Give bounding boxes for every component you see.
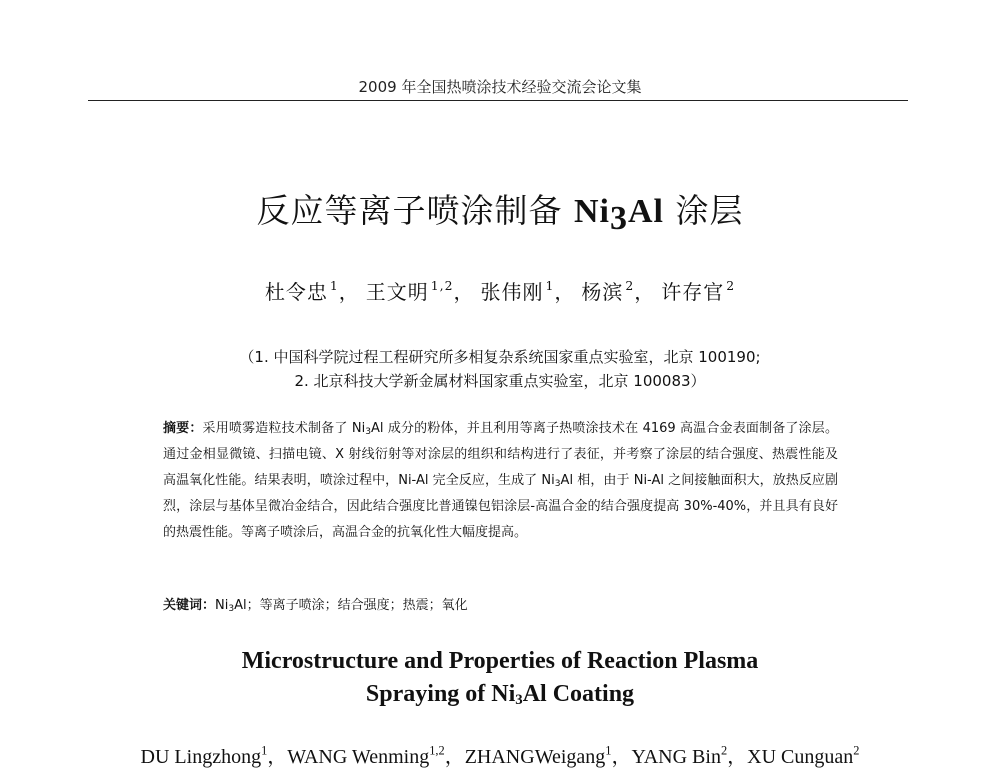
title-cn-ni: Ni bbox=[574, 193, 610, 230]
abstract bbox=[163, 416, 838, 546]
title-en-text: Al Coating bbox=[522, 681, 635, 707]
author-cn: 许存官 bbox=[661, 280, 725, 304]
title-en-subscript: 3 bbox=[515, 691, 523, 708]
abstract-text: Al 相，由于 Ni-Al 之间接触面积大，放热反应剧烈，涂层与基体呈微冶金结合，因此结合强度比普通镍包铝涂层-高温合金的结合强度提高 30%-40%，并且具有良好的热震性能。等离子喷涂后，高温合金的抗氧化性大幅度提高。 bbox=[163, 473, 838, 540]
authors-en bbox=[0, 740, 1000, 769]
author-separator: ， bbox=[453, 280, 475, 304]
author-en-affil: 1,2 bbox=[429, 743, 445, 758]
author-separator: ， bbox=[611, 746, 632, 768]
author-separator: ， bbox=[554, 280, 576, 304]
affiliation-line-2: 2. 北京科技大学新金属材料国家重点实验室，北京 100083） bbox=[294, 372, 706, 390]
affiliation-line-1: （1. 中国科学院过程工程研究所多相复杂系统国家重点实验室，北京 100190; bbox=[239, 348, 761, 366]
title-cn-al: Al bbox=[628, 193, 664, 230]
keywords-subscript: 3 bbox=[228, 603, 235, 614]
abstract-label: 摘要： bbox=[163, 421, 203, 436]
title-cn-part2: 涂层 bbox=[664, 191, 744, 230]
abstract-subscript: 3 bbox=[554, 478, 561, 489]
abstract-text: 采用喷雾造粒技术制备了 Ni bbox=[202, 421, 366, 436]
author-en: DU Lingzhong bbox=[140, 746, 262, 768]
author-separator: ， bbox=[634, 280, 656, 304]
author-en-affil: 1 bbox=[605, 743, 612, 758]
keywords-text: Al；等离子喷涂；结合强度；热震；氧化 bbox=[234, 598, 468, 613]
author-en-affil: 1 bbox=[261, 743, 268, 758]
title-cn-part1: 反应等离子喷涂制备 bbox=[256, 191, 574, 230]
author-cn: 张伟刚 bbox=[480, 280, 544, 304]
author-cn-affil: 2 bbox=[625, 278, 635, 294]
author-en: YANG Bin bbox=[631, 746, 721, 768]
author-en: WANG Wenming bbox=[287, 746, 430, 768]
header-divider bbox=[88, 100, 908, 101]
author-en-affil: 2 bbox=[720, 743, 728, 758]
proceedings-header: 2009 年全国热喷涂技术经验交流会论文集 bbox=[358, 78, 642, 96]
author-separator: ， bbox=[267, 746, 288, 768]
authors-cn bbox=[0, 276, 1000, 305]
author-separator: ， bbox=[338, 280, 360, 304]
author-cn: 杜令忠 bbox=[264, 280, 328, 304]
author-en-affil: 2 bbox=[853, 743, 860, 758]
title-cn-subscript: 3 bbox=[610, 199, 628, 237]
author-cn-affil: 1,2 bbox=[430, 278, 454, 294]
paper-title-en-line-2 bbox=[0, 681, 1000, 708]
author-en: XU Cunguan bbox=[747, 746, 854, 768]
author-cn: 杨滨 bbox=[581, 280, 624, 304]
abstract-subscript: 3 bbox=[365, 426, 371, 437]
paper-title-en-line-1: Microstructure and Properties of Reaction Plasma bbox=[241, 648, 759, 674]
keywords bbox=[163, 594, 838, 613]
keywords-text: Ni bbox=[215, 598, 229, 613]
author-cn-affil: 2 bbox=[726, 278, 736, 294]
author-separator: ， bbox=[727, 746, 748, 768]
paper-title-cn bbox=[0, 185, 1000, 237]
author-cn-affil: 1 bbox=[545, 278, 555, 294]
author-separator: ， bbox=[444, 746, 465, 768]
author-en: ZHANGWeigang bbox=[464, 746, 606, 768]
abstract-text: Al 成分的粉体，并且利用等离子热喷涂技术在 4169 高温合金表面制备了涂层。通过金相显微镜、扫描电镜、X 射线衍射等对涂层的组织和结构进行了表征，并考察了涂层的结合强度、热震性能及高温氧化性能。结果表明，喷涂过程中，Ni-Al 完全反应，生成了 Ni bbox=[163, 421, 838, 488]
author-cn-affil: 1 bbox=[329, 278, 339, 294]
keywords-label: 关键词： bbox=[163, 598, 216, 613]
title-en-text: Spraying of Ni bbox=[365, 681, 516, 707]
author-cn: 王文明 bbox=[365, 280, 429, 304]
